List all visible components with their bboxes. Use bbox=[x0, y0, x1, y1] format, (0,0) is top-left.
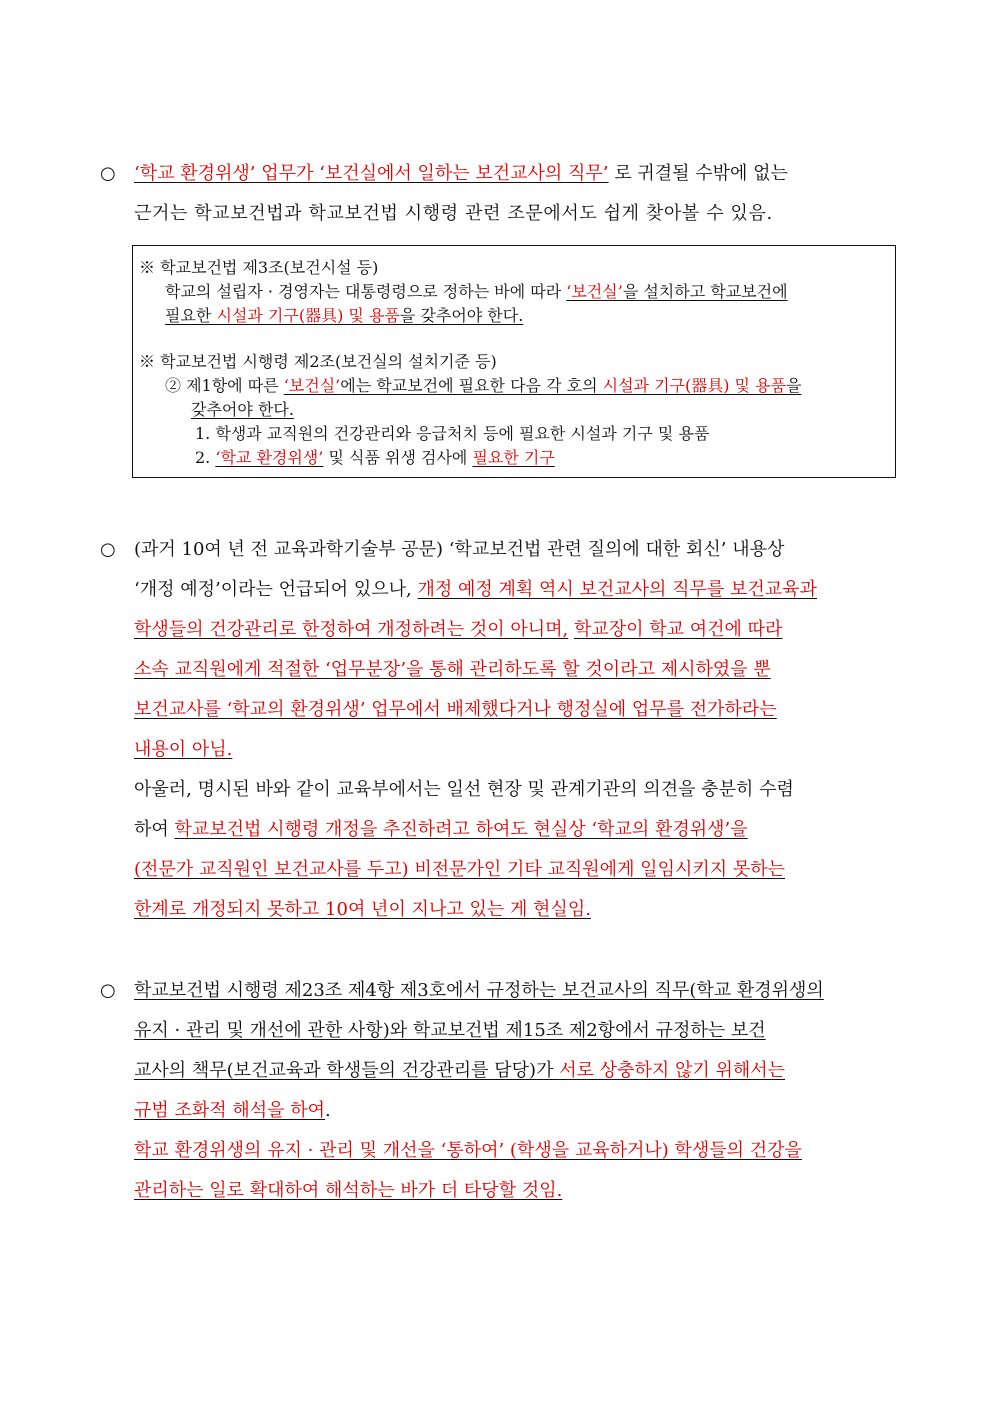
section-2-line-10: 한계로 개정되지 못하고 10여 년이 지나고 있는 게 현실임. bbox=[134, 899, 591, 920]
section-3-line-4: 규범 조화적 해석을 하여. bbox=[134, 1100, 331, 1121]
section-1-line-1: ‘학교 환경위생’ 업무가 ‘보건실에서 일하는 보건교사의 직무’ 로 귀결될 수밖에 없는 bbox=[134, 163, 788, 184]
law-1-line-1: 학교의 설립자 · 경영자는 대통령령으로 정하는 바에 따라 ‘보건실’을 설치하고 학교보건에 bbox=[165, 282, 788, 301]
section-2-line-9: (전문가 교직원인 보건교사를 두고) 비전문가인 기타 교직원에게 일임시키지 못하는 bbox=[134, 859, 786, 880]
section-3 bbox=[100, 980, 900, 1220]
section-2-line-5: 보건교사를 ‘학교의 환경위생’ 업무에서 배제했다거나 행정실에 업무를 전가하라는 bbox=[134, 699, 777, 720]
section-2-line-3: 학생들의 건강관리로 한정하여 개정하려는 것이 아니며, 학교장이 학교 여건에 따라 bbox=[134, 619, 783, 640]
law-2-item-2: 2. ‘학교 환경위생’ 및 식품 위생 검사에 필요한 기구 bbox=[195, 448, 555, 467]
circle-bullet-icon: ○ bbox=[100, 980, 116, 1001]
section-1-line-2: 근거는 학교보건법과 학교보건법 시행령 관련 조문에서도 쉽게 찾아볼 수 있음. bbox=[134, 203, 773, 224]
section-2-line-6: 내용이 아님. bbox=[134, 739, 233, 760]
law-2-item-1: 1. 학생과 교직원의 건강관리와 응급처치 등에 필요한 시설과 기구 및 용품 bbox=[195, 424, 710, 443]
law-2-line-1: ② 제1항에 따른 ‘보건실’에는 학교보건에 필요한 다음 각 호의 시설과 기구(器具) 및 용품을 bbox=[165, 376, 802, 395]
section-3-line-1: 학교보건법 시행령 제23조 제4항 제3호에서 규정하는 보건교사의 직무(학교 환경위생의 bbox=[134, 980, 824, 1001]
highlight-text: ‘학교 환경위생’ 업무가 ‘보건실에서 일하는 보건교사의 직무’ bbox=[134, 163, 609, 184]
law-1-title: ※ 학교보건법 제3조(보건시설 등) bbox=[139, 258, 379, 277]
section-2-line-7: 아울러, 명시된 바와 같이 교육부에서는 일선 현장 및 관계기관의 의견을 충분히 수렴 bbox=[134, 779, 794, 800]
section-2-line-2: ‘개정 예정’이라는 언급되어 있으나, 개정 예정 계획 역시 보건교사의 직무를 보건교육과 bbox=[134, 579, 817, 600]
law-2-title: ※ 학교보건법 시행령 제2조(보건실의 설치기준 등) bbox=[139, 352, 497, 371]
circle-bullet-icon: ○ bbox=[100, 539, 116, 560]
law-2-line-2: 갖추어야 한다. bbox=[191, 400, 294, 419]
section-3-line-3: 교사의 책무(보건교육과 학생들의 건강관리를 담당)가 서로 상충하지 않기 위해서는 bbox=[134, 1060, 786, 1081]
section-3-line-5: 학교 환경위생의 유지 · 관리 및 개선을 ‘통하여’ (학생을 교육하거나) 학생들의 건강을 bbox=[134, 1140, 802, 1161]
section-2-line-8: 하여 학교보건법 시행령 개정을 추진하려고 하여도 현실상 ‘학교의 환경위생’을 bbox=[134, 819, 748, 840]
circle-bullet-icon: ○ bbox=[100, 163, 116, 184]
section-2-line-4: 소속 교직원에게 적절한 ‘업무분장’을 통해 관리하도록 할 것이라고 제시하였을 뿐 bbox=[134, 659, 771, 680]
section-3-line-6: 관리하는 일로 확대하여 해석하는 바가 더 타당할 것임. bbox=[134, 1180, 563, 1201]
section-3-line-2: 유지 · 관리 및 개선에 관한 사항)와 학교보건법 제15조 제2항에서 규정하는 보건 bbox=[134, 1020, 766, 1041]
section-1 bbox=[100, 163, 900, 243]
section-3-paragraph bbox=[100, 980, 900, 1220]
law-excerpt-box bbox=[132, 245, 896, 478]
section-2 bbox=[100, 539, 900, 939]
section-1-paragraph bbox=[100, 163, 900, 243]
section-2-paragraph bbox=[100, 539, 900, 939]
law-1-line-2: 필요한 시설과 기구(器具) 및 용품을 갖추어야 한다. bbox=[165, 306, 524, 325]
section-2-line-1: (과거 10여 년 전 교육과학기술부 공문) ‘학교보건법 관련 질의에 대한 회신’ 내용상 bbox=[134, 539, 785, 560]
